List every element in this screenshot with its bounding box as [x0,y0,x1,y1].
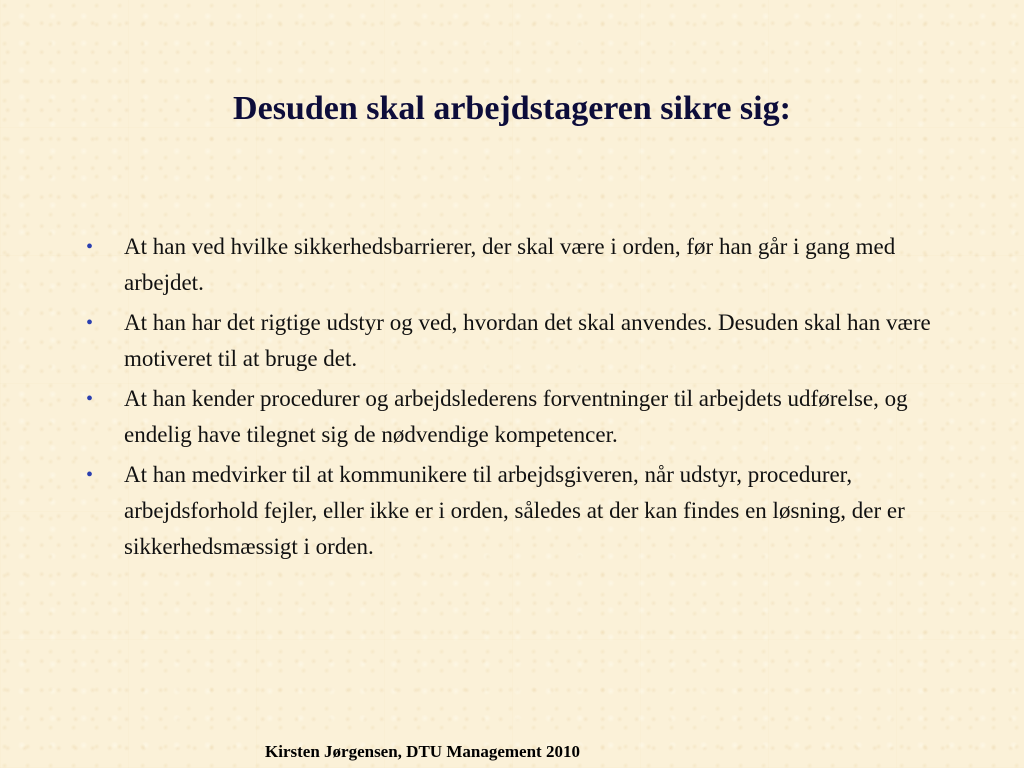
slide-title: Desuden skal arbejdstageren sikre sig: [233,90,791,127]
bullet-item [84,229,964,301]
bullet-item [84,381,964,453]
bullet-text: At han ved hvilke sikkerhedsbarrierer, der skal være i orden, før han går i gang med arbejdet. [124,234,896,295]
bullet-text: At han kender procedurer og arbejdslederens forventninger til arbejdets udførelse, og endelig have tilegnet sig de nødvendige kompetencer. [124,386,908,447]
bullet-icon: • [86,312,94,334]
bullet-item [84,457,964,565]
bullet-icon: • [86,464,94,486]
bullet-text: At han medvirker til at kommunikere til arbejdsgiveren, når udstyr, procedurer, arbejdsforhold fejler, eller ikke er i orden, således at der kan findes en løsning, der er sikkerhedsmæssigt i orden. [124,462,905,559]
slide-footer: Kirsten Jørgensen, DTU Management 2010 [265,742,580,761]
bullet-icon: • [86,388,94,410]
bullet-icon: • [86,236,94,258]
bullet-item [84,305,964,377]
bullet-list [84,229,964,569]
bullet-text: At han har det rigtige udstyr og ved, hvordan det skal anvendes. Desuden skal han være motiveret til at bruge det. [124,310,931,371]
